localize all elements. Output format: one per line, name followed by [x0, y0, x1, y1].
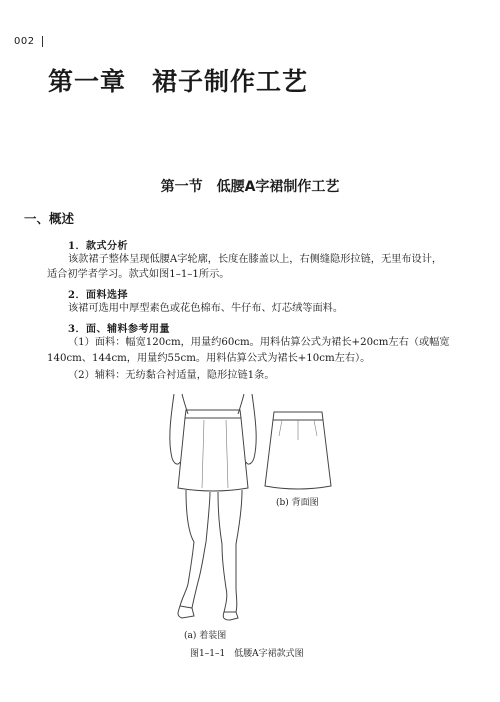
figure-caption: 图1–1–1 低腰A字裙款式图	[190, 649, 304, 659]
skirt-back-view-illustration	[262, 406, 334, 492]
chapter-title: 第一章 裙子制作工艺	[48, 67, 309, 96]
subheading-style-analysis: 1．款式分析	[68, 241, 128, 252]
paragraph-line: 该裙可选用中厚型素色或花色棉布、牛仔布、灯芯绒等面料。	[68, 303, 344, 314]
page-number: 002	[14, 36, 35, 47]
subheading-material-usage: 3．面、辅料参考用量	[68, 324, 170, 335]
skirt-worn-view-illustration	[152, 392, 262, 622]
paragraph-line: 适合初学者学习。款式如图1–1–1所示。	[47, 269, 230, 280]
subheading-fabric-choice: 2．面料选择	[68, 290, 128, 301]
paragraph-line: （2）辅料：无纺黏合衬适量，隐形拉链1条。	[68, 370, 275, 381]
heading-overview: 一、概述	[24, 211, 75, 226]
figure-label-back-view: (b) 背面图	[276, 498, 319, 508]
paragraph-line: （1）面料：幅宽120cm，用量约60cm。用料估算公式为裙长+20cm左右（或幅宽	[68, 337, 450, 348]
section-title: 第一节 低腰A字裙制作工艺	[160, 179, 340, 195]
page-number-divider	[42, 36, 43, 47]
figure-label-worn-view: (a) 着装图	[184, 631, 227, 641]
paragraph-line: 140cm、144cm，用量约55cm。用料估算公式为裙长+10cm左右）。	[47, 353, 371, 364]
paragraph-line: 该款裙子整体呈现低腰A字轮廓，长度在膝盖以上，右侧缝隐形拉链，无里布设计，	[68, 254, 443, 265]
